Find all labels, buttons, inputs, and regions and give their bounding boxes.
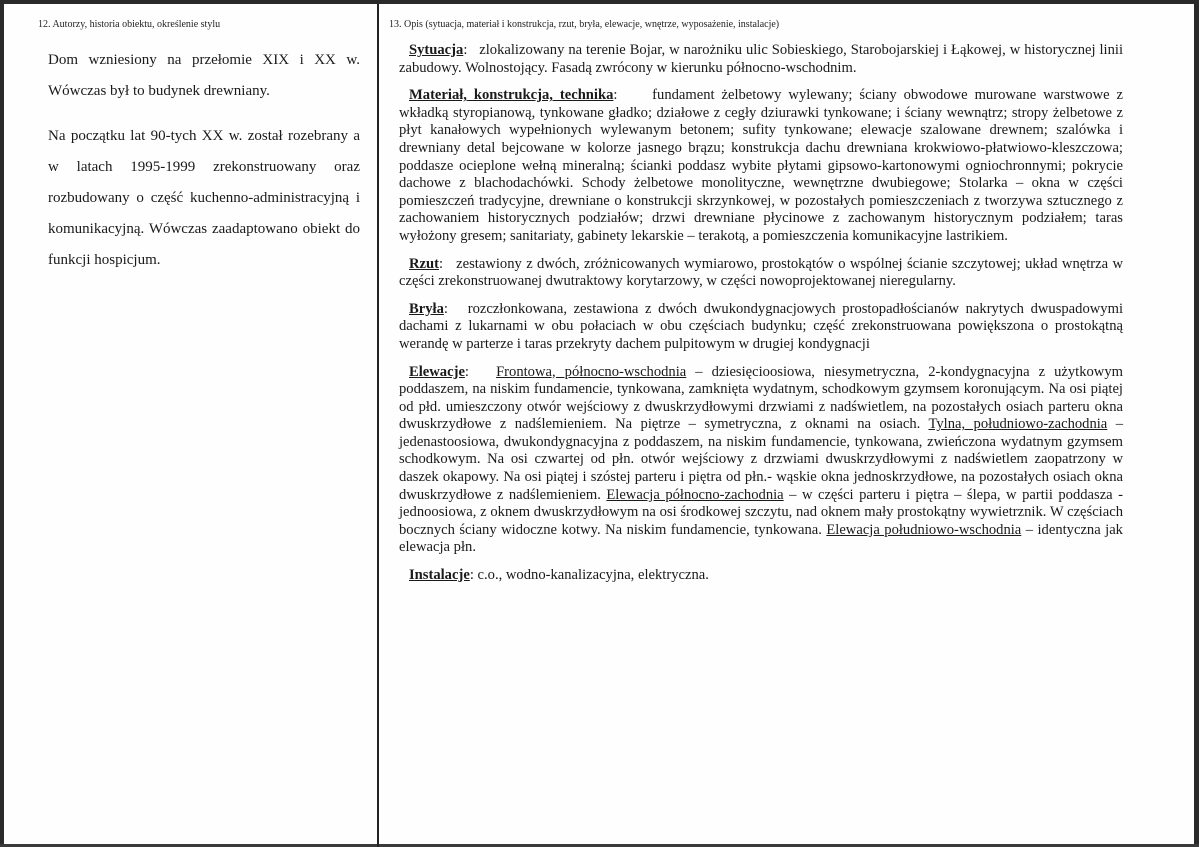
section-rzut: Rzut: zestawiony z dwóch, zróżnicowanych wymiarowo, prostokątów o wspólnej ścianie szczytowej; układ wnętrza w części zrekonstruowanej dwutraktowy korytarzowy, w części nowoprojektowanej nieregularny.: [399, 255, 1123, 290]
elewacje-label: Elewacje: [409, 363, 465, 380]
nw-elevation-label: Elewacja północno-zachodnia: [606, 486, 784, 503]
history-header: 12. Autorzy, historia obiektu, określenie stylu: [38, 19, 221, 30]
rzut-label: Rzut: [409, 255, 439, 272]
nw-elevation-text: – w części parteru i piętra – ślepa, w partii poddasza - jednoosiowa, z oknem dwuskrzydłowym na osi środkowej szczytu, nad oknem mały prostokątny wywietrznik. W częściach bocznych ściany widoczne kotwy. Na niskim fundamencie, tynkowana.: [399, 486, 1124, 538]
sytuacja-text: zlokalizowany na terenie Bojar, w narożniku ulic Sobieskiego, Starobojarskiej i Łąkowej, w historycznej linii zabudowy. Wolnostojący. Fasadą zwrócony w kierunku północno-wschodnim.: [399, 42, 1124, 76]
instalacje-label: Instalacje: [409, 567, 470, 584]
description-column: [389, 18, 1124, 595]
column-divider: [377, 4, 379, 847]
scan-border-top: [0, 0, 1199, 4]
rear-elevation-text: – jedenastoosiowa, dwukondygnacyjna z poddaszem, na niskim fundamencie, tynkowana, zwieńczona wydatnym gzymsem schodkowym. Na osi czwartej od płn. otwór wejściowy z drzwiami dwuskrzydłowymi z nadświetlem zaopatrzony w daszek okapowy. Na osi piątej i szóstej parteru i piętra od płn.- wąskie okna jednoskrzydłowe, na pozostałych osiach okna dwuskrzydłowe z nadślemieniem.: [399, 416, 1124, 503]
history-paragraph-1: Dom wzniesiony na przełomie XIX i XX w. Wówczas był to budynek drewniany.: [48, 52, 360, 99]
se-elevation-label: Elewacja południowo-wschodnia: [826, 521, 1022, 538]
bryla-text: rozczłonkowana, zestawiona z dwóch dwukondygnacjowych prostopadłościanów nakrytych dwuspadowymi dachami z lukarnami w obu połaciach w obu częściach budynku; część zrekonstruowana powiększona o prostokątną werandę w parterze i taras przekryty dachem pulpitowym w drugiej kondygnacji: [399, 300, 1123, 352]
history-paragraph-2: Na początku lat 90-tych XX w. został rozebrany a w latach 1995-1999 zrekonstruowany oraz rozbudowany o część kuchenno-administracyjną i komunikacyjną. Wówczas zaadaptowano obiekt do funkcji hospicjum.: [48, 128, 360, 268]
front-elevation-label: Frontowa, północno-wschodnia: [496, 363, 687, 380]
material-label: Materiał, konstrukcja, technika: [409, 87, 614, 104]
front-elevation-text: – dziesięcioosiowa, niesymetryczna, 2-kondygnacyjna z użytkowym poddaszem, na niskim fundamencie, tynkowana, zamknięta wydatnym, schodkowym gzymsem koronującym. Na osi piątej od płd. umieszczony otwór wejściowy z dwuskrzydłowymi drzwiami z nadświetlem, na pozostałych osiach parteru okna dwuskrzydłowe z nadślemieniem. Na piętrze – symetryczna, z oknami na osiach.: [399, 363, 1123, 433]
scan-border-left: [0, 0, 4, 847]
rear-elevation-label: Tylna, południowo-zachodnia: [928, 416, 1108, 433]
section-instalacje: Instalacje: c.o., wodno-kanalizacyjna, elektryczna.: [409, 567, 709, 584]
scan-border-right: [1194, 0, 1199, 847]
history-column: [38, 18, 360, 290]
rzut-text: zestawiony z dwóch, zróżnicowanych wymiarowo, prostokątów o wspólnej ścianie szczytowej; układ wnętrza w części zrekonstruowanej dwutraktowy korytarzowy, w części nowoprojektowanej nieregularny.: [399, 255, 1123, 290]
section-material: Materiał, konstrukcja, technika: fundament żelbetowy wylewany; ściany obwodowe murowane warstwowe z wkładką styropianową, tynkowane gładko; działowe z cegły dziurawki tynkowane; i ściany wewnątrz; stropy żelbetowe z płyt kanałowych wypełnionych wylewanym betonem; sufity tynkowane; elewacje szalowane drewnem; szalówka i drewniany detal bejcowane w kolorze jasnego brązu; konstrukcja dachu drewniana krokwiowo-płatwiowo-kleszczowa; poddasze ocieplone wełną mineralną; ścianki poddasz wybite płytami gipsowo-kartonowymi ogniochronnymi; pokrycie dachowe z blachodachówki. Schody żelbetowe monolityczne, wewnętrzne dwubiegowe; Stolarka – okna w części pomieszczeń tradycyjne, drewniane o konstrukcji skrzynkowej, w pozostałych pomieszczeniach z tworzywa sztucznego z zachowaniem historycznych podziałów; drzwi drewniane płycinowe z zachowanym historycznym podziałem; taras wyłożony gresem; sanitariaty, gabinety lekarskie – terakotą, a pomieszczenia komunikacyjne lastrikiem.: [399, 87, 1123, 244]
material-text: fundament żelbetowy wylewany; ściany obwodowe murowane warstwowe z wkładką styropianową, tynkowane gładko; działowe z cegły dziurawki tynkowane; i ściany wewnątrz; stropy żelbetowe z płyt kanałowych wypełnionych wylewanym betonem; sufity tynkowane; elewacje szalowane drewnem; szalówka i drewniany detal bejcowane w kolorze jasnego brązu; konstrukcja dachu drewniana krokwiowo-płatwiowo-kleszczowa; poddasze ocieplone wełną mineralną; ścianki poddasz wybite płytami gipsowo-kartonowymi ogniochronnymi; pokrycie dachowe z blachodachówki. Schody żelbetowe monolityczne, wewnętrzne dwubiegowe; Stolarka – okna w części pomieszczeń tradycyjne, drewniane o konstrukcji skrzynkowej, w pozostałych pomieszczeniach z tworzywa sztucznego z zachowaniem historycznych podziałów; drzwi drewniane płycinowe z zachowanym historycznym podziałem; taras wyłożony gresem; sanitariaty, gabinety lekarskie – terakotą, a pomieszczenia komunikacyjne lastrikiem.: [399, 87, 1123, 244]
bryla-label: Bryła: [409, 300, 444, 317]
instalacje-text: c.o., wodno-kanalizacyjna, elektryczna.: [477, 567, 709, 584]
description-header: 13. Opis (sytuacja, materiał i konstrukcja, rzut, bryła, elewacje, wnętrze, wyposażenie, instalacje): [389, 19, 780, 30]
se-elevation-text: – identyczna jak elewacja płn.: [399, 521, 1123, 556]
section-elewacje: Elewacje: Frontowa, północno-wschodnia – dziesięcioosiowa, niesymetryczna, 2-kondygnacyjna z użytkowym poddaszem, na niskim fundamencie, tynkowana, zamknięta wydatnym, schodkowym gzymsem koronującym. Na osi piątej od płd. umieszczony otwór wejściowy z dwuskrzydłowymi drzwiami z nadświetlem, na pozostałych osiach parteru okna dwuskrzydłowe z nadślemieniem. Na piętrze – symetryczna, z oknami na osiach. Tylna, południowo-zachodnia – jedenastoosiowa, dwukondygnacyjna z poddaszem, na niskim fundamencie, tynkowana, zwieńczona wydatnym gzymsem schodkowym. Na osi czwartej od płn. otwór wejściowy z drzwiami dwuskrzydłowymi z nadświetlem zaopatrzony w daszek okapowy. Na osi piątej i szóstej parteru i piętra od płn.- wąskie okna jednoskrzydłowe, na pozostałych osiach okna dwuskrzydłowe z nadślemieniem. Elewacja północno-zachodnia – w części parteru i piętra – ślepa, w partii poddasza - jednoosiowa, z oknem dwuskrzydłowym na osi środkowej szczytu, nad oknem mały prostokątny wywietrznik. W częściach bocznych ściany widoczne kotwy. Na niskim fundamencie, tynkowana. Elewacja południowo-wschodnia – identyczna jak elewacja płn.: [399, 363, 1124, 556]
section-sytuacja: Sytuacja: zlokalizowany na terenie Bojar, w narożniku ulic Sobieskiego, Starobojarskiej i Łąkowej, w historycznej linii zabudowy. Wolnostojący. Fasadą zwrócony w kierunku północno-wschodnim.: [399, 42, 1124, 76]
sytuacja-label: Sytuacja: [409, 42, 464, 58]
section-bryla: Bryła: rozczłonkowana, zestawiona z dwóch dwukondygnacjowych prostopadłościanów nakrytych dwuspadowymi dachami z lukarnami w obu połaciach w obu częściach budynku; część zrekonstruowana powiększona o prostokątną werandę w parterze i taras przekryty dachem pulpitowym w drugiej kondygnacji: [399, 300, 1123, 352]
